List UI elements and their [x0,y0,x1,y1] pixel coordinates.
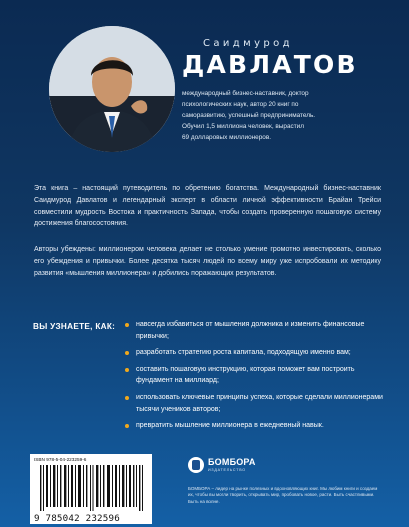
bullet-dot-icon [125,323,129,327]
learn-item [125,420,387,432]
learn-list [125,319,387,437]
description-paragraph-2: Авторы убеждены: миллионером человека делает не столько умение громотно инвестировать, сколько его убеждения и привычки. Более десятка тысяч людей по всему миру уже испробовали их методику развития «мышления миллионера» и добились поражающих результатов. [34,246,381,277]
publisher-name: БОМБОРА [208,457,256,467]
barcode-number: 9 785042 232596 [34,513,120,524]
learn-item [125,319,387,342]
bullet-dot-icon [125,368,129,372]
barcode [30,454,152,524]
bullet-dot-icon [125,351,129,355]
learn-item [125,392,387,415]
bombora-logo-icon [188,457,204,473]
learn-title: ВЫ УЗНАЕТЕ, КАК: [33,322,116,331]
author-bio [182,88,382,143]
bio-line: психологических наук, автор 20 книг по [182,101,299,108]
bullet-dot-icon [125,424,129,428]
learn-item-text: превратить мышление миллионера в ежедневный навык. [136,422,324,430]
learn-item-text: разработать стратегию роста капитала, подходящую именно вам; [136,349,351,357]
learn-item-text: составить пошаговую инструкцию, которая поможет вам построить фундамент на миллиард; [136,365,355,385]
bio-line: международный бизнес-наставник, доктор [182,90,309,97]
learn-item [125,364,387,387]
publisher-info: БОМБОРА – лидер на рынке полезных и вдохновляющих книг. Мы любим книги и создаем их, чтобы вы могли творить, открывать мир, пробовать новое, расти. Быть счастливыми. Быть на волне. [188,486,378,504]
author-photo [49,26,175,152]
learn-item-text: использовать ключевые принципы успеха, которые сделали миллионерами тысячи учеников авторов; [136,394,383,413]
author-first-name: Саидмурод [203,38,293,49]
bio-line: саморазвитию, успешный предприниматель. [182,112,316,119]
bio-line: Обучил 1,5 миллиона человек, вырастил [182,123,304,130]
isbn-label: ISBN 978-5-04-223259-6 [34,457,87,462]
learn-item [125,347,387,359]
author-last-name: ДАВЛАТОВ [182,50,358,79]
publisher-subtitle: ИЗДАТЕЛЬСТВО [208,468,246,472]
bio-line: 69 долларовых миллионеров. [182,134,272,141]
bullet-dot-icon [125,396,129,400]
barcode-bars-icon [40,465,144,511]
author-portrait-image [49,26,175,152]
learn-item-text: навсегда избавиться от мышления должника и изменить финансовые привычки; [136,321,365,340]
description-paragraph-1: Эта книга – настоящий путеводитель по обретению богатства. Международный бизнес-наставник Саидмурод Давлатов и легендарный эксперт в области личной эффективности Брайан Трейси совместили мудрость Востока и практичность Запада, чтобы создать проверенную пошаговую систему достижения благосостояния. [34,185,381,228]
logo-mark [192,460,200,470]
